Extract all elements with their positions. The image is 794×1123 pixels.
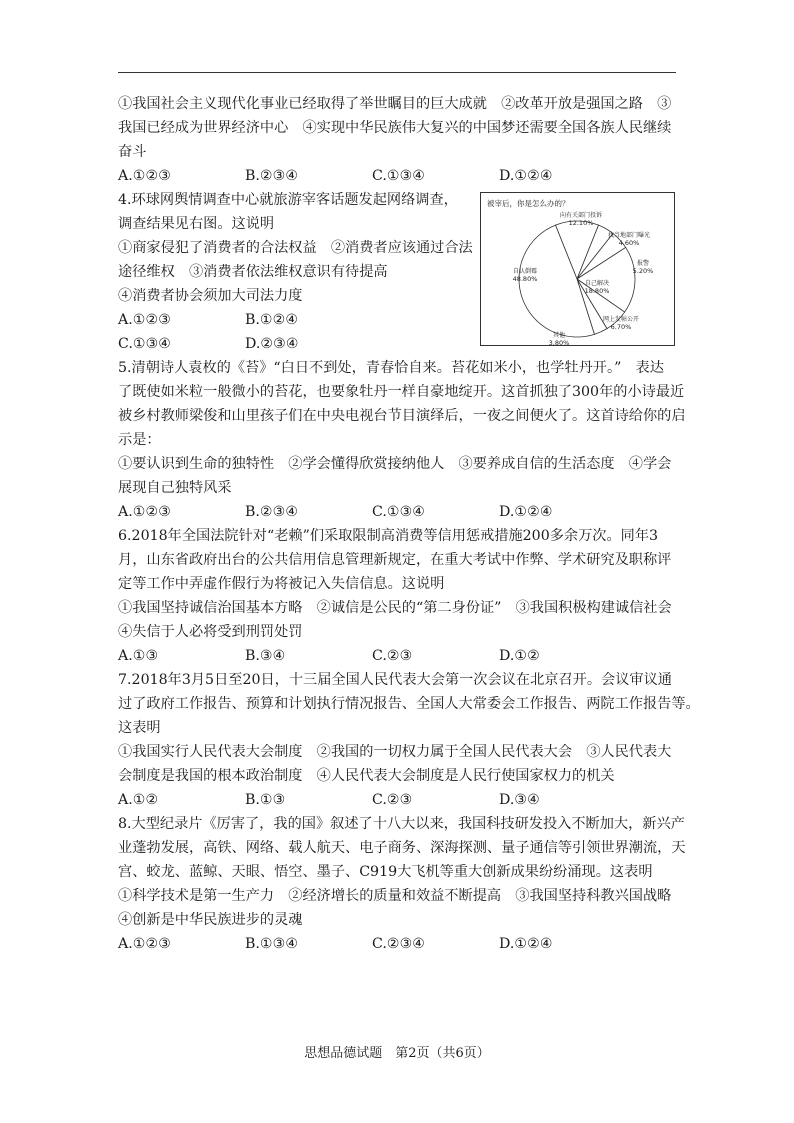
pie-value-label: 48.80% — [512, 275, 538, 283]
option-d[interactable]: D.①②④ — [499, 504, 553, 520]
pie-value-label: 5.20% — [632, 267, 654, 275]
option-c[interactable]: C.①③④ — [372, 168, 426, 184]
q8-line: ①科学技术是第一生产力 ②经济增长的质量和效益不断提高 ③我国坚持科教兴国战略 — [118, 888, 672, 904]
q3-options — [118, 164, 678, 188]
q7-line: 过了政府工作报告、预算和计划执行情况报告、全国人大常委会工作报告、两院工作报告等。 — [118, 696, 700, 712]
chart-title: 被宰后，你是怎么办的？ — [487, 199, 570, 208]
q4-line: 调查结果见右图。这说明 — [118, 216, 275, 232]
option-a[interactable]: A.①②③ — [118, 312, 171, 328]
option-a[interactable]: A.①②③ — [118, 936, 171, 952]
q4-line: 途径维权 ③消费者依法维权意识有待提高 — [118, 264, 388, 280]
pie-value-label: 12.10% — [568, 219, 594, 227]
q7-options — [118, 788, 678, 812]
q8-line: 8.大型纪录片《厉害了，我的国》叙述了十八大以来，我国科技研发投入不断加大，新兴产 — [118, 816, 685, 832]
option-d[interactable]: D.③④ — [499, 792, 540, 808]
q5-line: 5.清朝诗人袁枚的《苔》“白日不到处，青春恰自来。苔花如米小，也学牡丹开。” 表达 — [118, 360, 664, 376]
option-c[interactable]: C.②③ — [372, 648, 413, 664]
option-a[interactable]: A.①③ — [118, 648, 159, 664]
q3-block — [118, 92, 678, 188]
pie-slice-label: 其他 — [552, 332, 566, 339]
option-d[interactable]: D.①②④ — [499, 936, 553, 952]
option-c[interactable]: C.①③④ — [118, 336, 172, 352]
option-c[interactable]: C.②③④ — [372, 936, 426, 952]
q7-line: ①我国实行人民代表大会制度 ②我国的一切权力属于全国人民代表大会 ③人民代表大 — [118, 744, 672, 760]
pie-value-label: 3.80% — [548, 339, 570, 345]
q4-options-row2 — [118, 332, 468, 356]
pie-slice-label: 找当地部门曝光 — [607, 232, 651, 239]
q5-options — [118, 500, 678, 524]
option-b[interactable]: B.②③④ — [245, 504, 299, 520]
option-d[interactable]: D.②③④ — [245, 336, 299, 352]
q6-options — [118, 644, 678, 668]
header-rule — [118, 72, 676, 73]
q3-line: 奋斗 — [118, 144, 147, 160]
q5-block — [118, 356, 686, 524]
q4-line: 4.环球网舆情调查中心就旅游宰客话题发起网络调查， — [118, 192, 458, 208]
option-d[interactable]: D.①②④ — [499, 168, 553, 184]
option-c[interactable]: C.②③ — [372, 792, 413, 808]
option-b[interactable]: B.①③④ — [245, 936, 299, 952]
q7-line: 这表明 — [118, 720, 161, 736]
q8-line: 业蓬勃发展，高铁、网络、载人航天、电子商务、深海探测、量子通信等引领世界潮流，天 — [118, 840, 686, 856]
q6-line: 月，山东省政府出台的公共信用信息管理新规定，在重大考试中作弊、学术研究及职称评 — [118, 552, 672, 568]
q5-line: 被乡村教师梁俊和山里孩子们在中央电视台节目演绎后，一夜之间便火了。这首诗给你的启 — [118, 408, 686, 424]
option-b[interactable]: B.①③ — [245, 792, 286, 808]
q6-block — [118, 524, 678, 668]
page-content — [118, 92, 700, 956]
option-b[interactable]: B.①②④ — [245, 312, 299, 328]
q5-line: 展现自己独特风采 — [118, 480, 232, 496]
pie-chart-svg — [481, 193, 674, 345]
q4-options-row1 — [118, 308, 468, 332]
q8-line: 宫、蛟龙、蓝鲸、天眼、悟空、墨子、C919大飞机等重大创新成果纷纷涌现。这表明 — [118, 864, 653, 880]
pie-slice-label: 自己解决 — [584, 280, 610, 287]
pie-slice-label: 报警 — [636, 260, 650, 267]
q3-line: ①我国社会主义现代化事业已经取得了举世瞩目的巨大成就 ②改革开放是强国之路 ③ — [118, 96, 672, 112]
q6-line: ①我国坚持诚信治国基本方略 ②诚信是公民的“第二身份证” ③我国积极构建诚信社会 — [118, 600, 672, 616]
survey-pie-chart — [480, 192, 675, 346]
q4-line: ④消费者协会须加大司法力度 — [118, 288, 303, 304]
q4-text — [118, 188, 473, 356]
q6-line: ④失信于人必将受到刑罚处罚 — [118, 624, 303, 640]
q5-line: ①要认识到生命的独特性 ②学会懂得欣赏接纳他人 ③要养成自信的生活态度 ④学会 — [118, 456, 672, 472]
q6-line: 定等工作中弄虚作假行为将被记入失信信息。这说明 — [118, 576, 445, 592]
option-b[interactable]: B.③④ — [245, 648, 286, 664]
q7-line: 会制度是我国的根本政治制度 ④人民代表大会制度是人民行使国家权力的机关 — [118, 768, 615, 784]
option-d[interactable]: D.①② — [499, 648, 540, 664]
q7-line: 7.2018年3月5日至20日，十三届全国人民代表大会第一次会议在北京召开。会议审议通 — [118, 672, 672, 688]
q6-line: 6.2018年全国法院针对“老赖”们采取限制高消费等信用惩戒措施200多余万次。同年3 — [118, 528, 659, 544]
option-b[interactable]: B.②③④ — [245, 168, 299, 184]
pie-slice-label: 网上发帖公开 — [602, 316, 640, 323]
q8-block — [118, 812, 686, 956]
pie-value-label: 6.70% — [610, 323, 632, 331]
pie-value-label: 4.60% — [618, 239, 640, 247]
pie-slice-label: 自认倒霉 — [512, 268, 538, 275]
q8-line: ④创新是中华民族进步的灵魂 — [118, 912, 303, 928]
option-a[interactable]: A.①② — [118, 792, 159, 808]
option-a[interactable]: A.①②③ — [118, 168, 171, 184]
option-a[interactable]: A.①②③ — [118, 504, 171, 520]
pie-slice-label: 向有关部门投诉 — [559, 212, 603, 219]
q5-line: 示是： — [118, 432, 161, 448]
q4-block — [118, 188, 678, 356]
page-footer: 思想品德试题 第2页（共6页） — [304, 1046, 490, 1061]
q5-line: 了既使如米粒一般微小的苔花，也要象牡丹一样自豪地绽开。这首抓独了300年的小诗最近 — [118, 384, 685, 400]
q4-line: ①商家侵犯了消费者的合法权益 ②消费者应该通过合法 — [118, 240, 473, 256]
pie-value-label: 18.80% — [584, 287, 610, 295]
q7-block — [118, 668, 700, 812]
q8-options — [118, 932, 678, 956]
q3-line: 我国已经成为世界经济中心 ④实现中华民族伟大复兴的中国梦还需要全国各族人民继续 — [118, 120, 672, 136]
option-c[interactable]: C.①③④ — [372, 504, 426, 520]
